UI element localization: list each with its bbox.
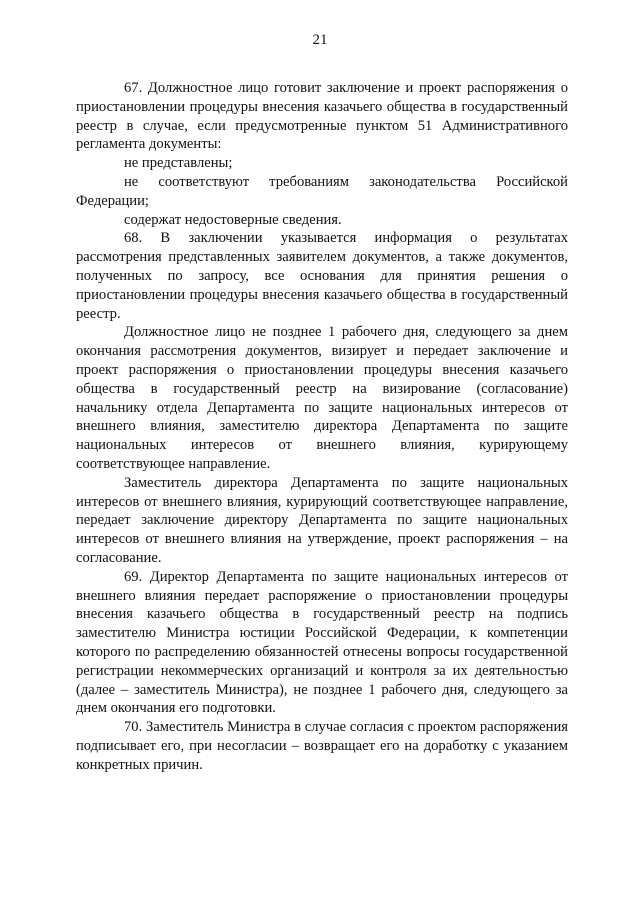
list-item-unreliable: содержат недостоверные сведения. <box>124 211 342 228</box>
paragraph-deputy-director: Заместитель директора Департамента по защите национальных интересов от внешнего влияния, курирующий соответствующее направление, передает заключение директору Департамента по защите национальных интересов от внешнего влияния на утверждение, проект распоряжения – на согласование. <box>76 474 568 566</box>
document-body <box>76 79 568 774</box>
paragraph-68: 68. В заключении указывается информация о результатах рассмотрения представленных заявителем документов, а также документов, полученных по запросу, все основания для принятия решения о приостановлении процедуры внесения казачьего общества в государственный реестр. <box>76 230 568 322</box>
page-number: 21 <box>312 32 328 48</box>
paragraph-69: 69. Директор Департамента по защите национальных интересов от внешнего влияния передает распоряжение о приостановлении процедуры внесения казачьего общества в государственный реестр на подпись заместителю Министра юстиции Российской Федерации, к компетенции которого по распределению обязанностей отнесены вопросы государственной регистрации некоммерческих организаций и контроля за их деятельностью (далее – заместитель Министра), не позднее 1 рабочего дня, следующего за днем окончания его подготовки. <box>76 568 568 717</box>
list-item-not-compliant: не соответствуют требованиям законодательства Российской Федерации; <box>76 173 568 209</box>
list-item-not-provided: не представлены; <box>124 155 233 172</box>
paragraph-official-deadline: Должностное лицо не позднее 1 рабочего дня, следующего за днем окончания рассмотрения документов, визирует и передает заключение и проект распоряжения о приостановлении процедуры внесения казачьего общества в государственный реестр на визирование (согласование) начальнику отдела Департамента по защите национальных интересов от внешнего влияния, заместителю директора Департамента по защите национальных интересов от внешнего влияния, курирующему соответствующее направление. <box>76 324 568 472</box>
paragraph-67: 67. Должностное лицо готовит заключение и проект распоряжения о приостановлении процедуры внесения казачьего общества в государственный реестр в случае, если предусмотренные пунктом 51 Административного регламента документы: <box>76 80 568 153</box>
paragraph-70: 70. Заместитель Министра в случае согласия с проектом распоряжения подписывает его, при несогласии – возвращает его на доработку с указанием конкретных причин. <box>76 719 568 773</box>
